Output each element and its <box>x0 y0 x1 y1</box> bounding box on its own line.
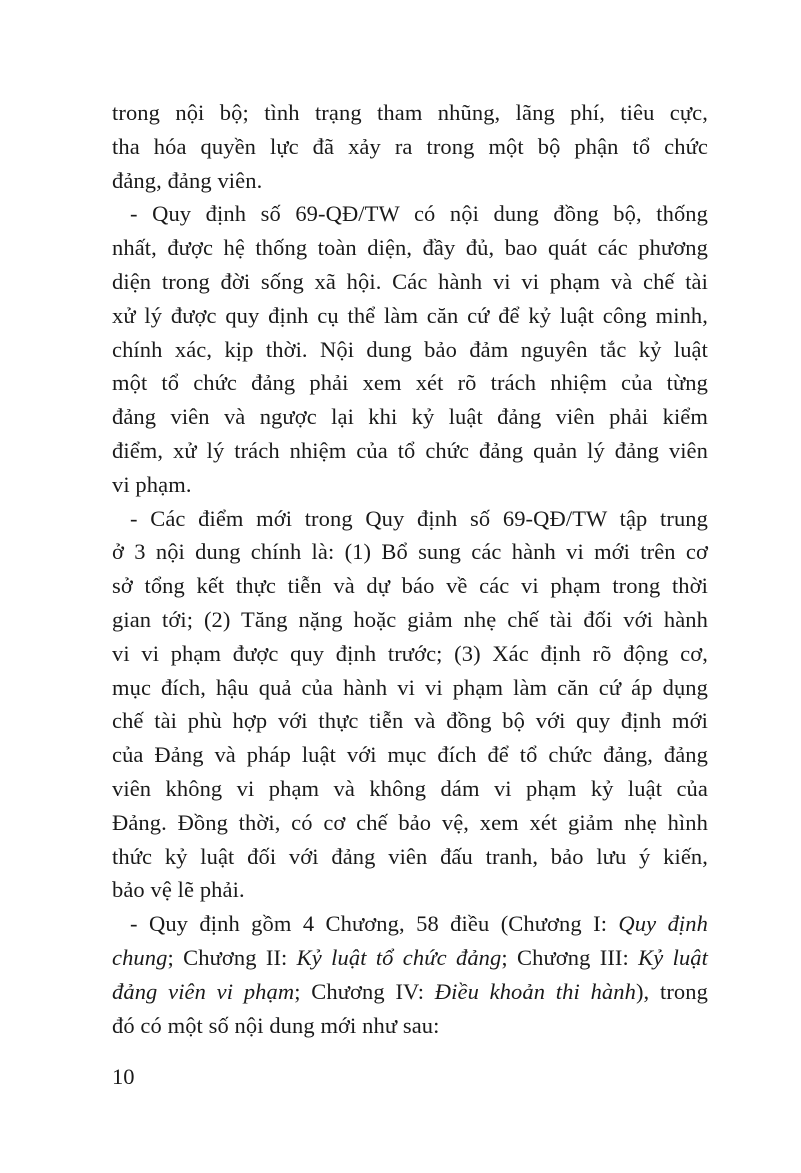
text-run: đó có một số nội dung mới như sau: <box>112 1012 440 1038</box>
text-run: ; Chương III: <box>501 944 639 970</box>
text-run: ; Chương II: <box>167 944 297 970</box>
text-line: nhất, được hệ thống toàn diện, đầy đủ, bao quát các phương <box>112 235 708 261</box>
text-line <box>112 975 708 1009</box>
text-line: ở 3 nội dung chính là: (1) Bổ sung các hành vi mới trên cơ <box>112 539 708 565</box>
text-line: diện trong đời sống xã hội. Các hành vi vi phạm và chế tài <box>112 268 708 294</box>
text-line-content <box>130 911 708 936</box>
text-line <box>112 941 708 975</box>
text-line: xử lý được quy định cụ thể làm căn cứ để kỷ luật công minh, <box>112 302 708 328</box>
text-line: Đảng. Đồng thời, có cơ chế bảo vệ, xem xét giảm nhẹ hình <box>112 809 708 835</box>
text-line: điểm, xử lý trách nhiệm của tổ chức đảng quản lý đảng viên <box>112 437 708 463</box>
text-run: ; Chương IV: <box>294 978 435 1004</box>
text-line: vi vi phạm được quy định trước; (3) Xác định rõ động cơ, <box>112 640 708 666</box>
text-line: của Đảng và pháp luật với mục đích để tổ chức đảng, đảng <box>112 742 708 768</box>
text-line: một tổ chức đảng phải xem xét rõ trách nhiệm của từng <box>112 370 708 396</box>
italic-title: Kỷ luật <box>638 944 709 970</box>
body-text <box>112 96 708 1042</box>
text-line: bảo vệ lẽ phải. <box>112 877 245 903</box>
italic-title: đảng viên vi phạm <box>112 978 295 1004</box>
italic-title: Quy định <box>618 911 708 937</box>
text-line: trong nội bộ; tình trạng tham nhũng, lãng phí, tiêu cực, <box>112 100 708 125</box>
page-number: 10 <box>112 1064 135 1089</box>
text-line: tha hóa quyền lực đã xảy ra trong một bộ phận tổ chức <box>112 133 708 159</box>
text-line-content <box>112 979 708 1004</box>
text-line: đảng viên và ngược lại khi kỷ luật đảng viên phải kiểm <box>112 404 708 430</box>
text-line: chính xác, kịp thời. Nội dung bảo đảm nguyên tắc kỷ luật <box>112 336 708 362</box>
text-line: viên không vi phạm và không dám vi phạm kỷ luật của <box>112 775 708 801</box>
text-line: mục đích, hậu quả của hành vi vi phạm làm căn cứ áp dụng <box>112 674 708 700</box>
italic-title: chung <box>112 944 168 970</box>
text-line: thức kỷ luật đối với đảng viên đấu tranh, bảo lưu ý kiến, <box>112 843 708 869</box>
text-line: gian tới; (2) Tăng nặng hoặc giảm nhẹ chế tài đối với hành <box>112 606 708 632</box>
italic-title: Kỷ luật tổ chức đảng <box>296 944 502 970</box>
text-line: vi phạm. <box>112 471 192 497</box>
text-line: chế tài phù hợp với thực tiễn và đồng bộ với quy định mới <box>112 708 708 734</box>
text-line-content <box>112 1013 440 1038</box>
text-run: ), trong <box>635 978 708 1004</box>
text-line: đảng, đảng viên. <box>112 167 263 193</box>
text-line: - Các điểm mới trong Quy định số 69-QĐ/TW tập trung <box>130 505 708 531</box>
text-line: - Quy định số 69-QĐ/TW có nội dung đồng bộ, thống <box>130 201 708 227</box>
text-run: - Quy định gồm 4 Chương, 58 điều (Chương I: <box>130 911 619 937</box>
italic-title: Điều khoản thi hành <box>434 978 636 1004</box>
text-line <box>112 907 708 941</box>
text-line <box>112 1009 708 1043</box>
text-line-content <box>112 945 708 970</box>
text-line: sở tổng kết thực tiễn và dự báo về các vi phạm trong thời <box>112 573 708 599</box>
